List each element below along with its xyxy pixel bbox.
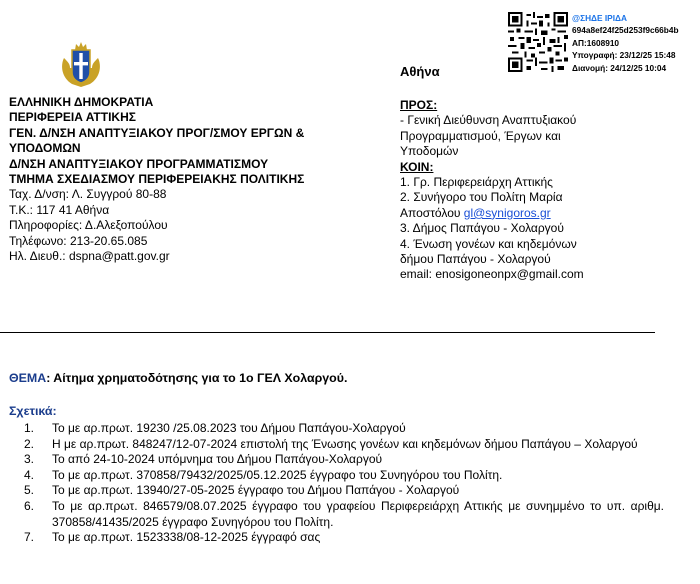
horizontal-divider <box>0 332 655 333</box>
stamp-brand: @ΣΗΔΕ ΙΡΙΔΑ <box>572 13 627 23</box>
sender-contact: Πληροφορίες: Δ.Αλεξοπούλου <box>9 218 168 233</box>
sender-line: Δ/ΝΣΗ ΑΝΑΠΤΥΞΙΑΚΟΥ ΠΡΟΓΡΑΜΜΑΤΙΣΜΟΥ <box>9 156 269 171</box>
sender-line: ΤΜΗΜΑ ΣΧΕΔΙΑΣΜΟΥ ΠΕΡΙΦΕΡΕΙΑΚΗΣ ΠΟΛΙΤΙΚΗΣ <box>9 172 305 187</box>
to-line: Υποδομών <box>400 144 459 159</box>
list-item <box>24 468 664 484</box>
stamp-distributed-date: Διανομή: 24/12/25 10:04 <box>572 62 667 73</box>
related-heading: Σχετικά: <box>9 404 57 418</box>
list-text: Το με αρ.πρωτ. 846579/08.07.2025 έγγραφο του γραφείου Περιφερειάρχη Αττικής με συνημμένο το υπ. αριθμ. 370858/41435/2025 έγγραφο Συνηγόρου του Πολίτη. <box>52 498 664 529</box>
sender-line: ΠΕΡΙΦΕΡΕΙΑ ΑΤΤΙΚΗΣ <box>9 110 136 125</box>
to-heading: ΠΡΟΣ: <box>400 98 438 112</box>
greek-coat-of-arms-icon <box>58 38 104 88</box>
sender-line: ΥΠΟΔΟΜΩΝ <box>9 141 81 156</box>
list-item <box>24 499 664 530</box>
stamp-protocol-number: ΑΠ:1608910 <box>572 37 620 48</box>
list-number: 4. <box>24 467 35 482</box>
list-number: 6. <box>24 498 35 513</box>
list-number: 3. <box>24 452 35 467</box>
document-city: Αθήνα <box>400 64 440 79</box>
to-line: Προγραμματισμού, Έργων και <box>400 128 561 143</box>
sender-phone: Τηλέφωνο: 213-20.65.085 <box>9 233 148 248</box>
sender-block <box>9 95 389 264</box>
list-item <box>24 421 664 437</box>
list-text: Το με αρ.πρωτ. 19230 /25.08.2023 του Δήμου Παπάγου-Χολαργού <box>52 421 406 435</box>
list-text: Το με αρ.πρωτ. 370858/79432/2025/05.12.2025 έγγραφο του Συνηγόρου του Πολίτη. <box>52 467 503 482</box>
subject-line <box>9 371 347 385</box>
sender-address: Ταχ. Δ/νση: Λ. Συγγρού 80-88 <box>9 187 167 202</box>
cc-name: Αποστόλου <box>400 205 461 220</box>
list-text: Το από 24-10-2024 υπόμνημα του Δήμου Παπάγου-Χολαργού <box>52 452 383 467</box>
list-text: Το με αρ.πρωτ. 1523338/08-12-2025 έγγραφό σας <box>52 530 321 545</box>
cc-line: 4. Ένωση γονέων και κηδεμόνων <box>400 236 577 251</box>
cc-line <box>400 206 660 221</box>
cc-line: 2. Συνήγορο του Πολίτη Μαρία <box>400 190 563 205</box>
digital-signature-stamp <box>508 12 698 74</box>
qr-code-icon <box>508 12 568 72</box>
cc-line: 1. Γρ. Περιφερειάρχη Αττικής <box>400 175 553 190</box>
stamp-hash: 694a8ef24f25d253f9c66b4b <box>572 25 679 36</box>
to-line: - Γενική Διεύθυνση Αναπτυξιακού <box>400 113 577 128</box>
list-number: 7. <box>24 530 35 545</box>
list-item <box>24 483 664 499</box>
cc-line: 3. Δήμος Παπάγου - Χολαργού <box>400 221 564 236</box>
list-number: 2. <box>24 436 35 451</box>
cc-email: email: enosigoneonpx@gmail.com <box>400 267 584 282</box>
list-item <box>24 437 664 453</box>
subject-text: : Αίτημα χρηματοδότησης για το 1ο ΓΕΛ Χολαργού. <box>46 371 348 385</box>
list-number: 1. <box>24 421 35 435</box>
list-item <box>24 452 664 468</box>
sender-line: ΕΛΛΗΝΙΚΗ ΔΗΜΟΚΡΑΤΙΑ <box>9 95 154 109</box>
cc-heading: ΚΟΙΝ: <box>400 159 434 174</box>
related-list <box>24 421 664 546</box>
list-number: 5. <box>24 483 35 498</box>
list-text: Το με αρ.πρωτ. 13940/27-05-2025 έγγραφο του Δήμου Παπάγου - Χολαργού <box>52 483 460 498</box>
stamp-signed-date: Υπογραφή: 23/12/25 15:48 <box>572 50 676 61</box>
sender-email: Ηλ. Διευθ.: dspna@patt.gov.gr <box>9 249 170 264</box>
cc-line: δήμου Παπάγου - Χολαργού <box>400 252 551 267</box>
ombudsman-email-link[interactable]: gl@synigoros.gr <box>463 205 551 220</box>
recipients-block <box>400 98 660 283</box>
subject-label: ΘΕΜΑ <box>9 371 47 385</box>
sender-line: ΓΕΝ. Δ/ΝΣΗ ΑΝΑΠΤΥΞΙΑΚΟΥ ΠΡΟΓ/ΣΜΟΥ ΕΡΓΩΝ & <box>9 125 305 140</box>
list-item <box>24 530 664 546</box>
list-text: Η με αρ.πρωτ. 848247/12-07-2024 επιστολή της Ένωσης γονέων και κηδεμόνων δήμου Παπάγου – Χολαργού <box>52 436 638 451</box>
sender-postcode: Τ.Κ.: 117 41 Αθήνα <box>9 202 110 217</box>
